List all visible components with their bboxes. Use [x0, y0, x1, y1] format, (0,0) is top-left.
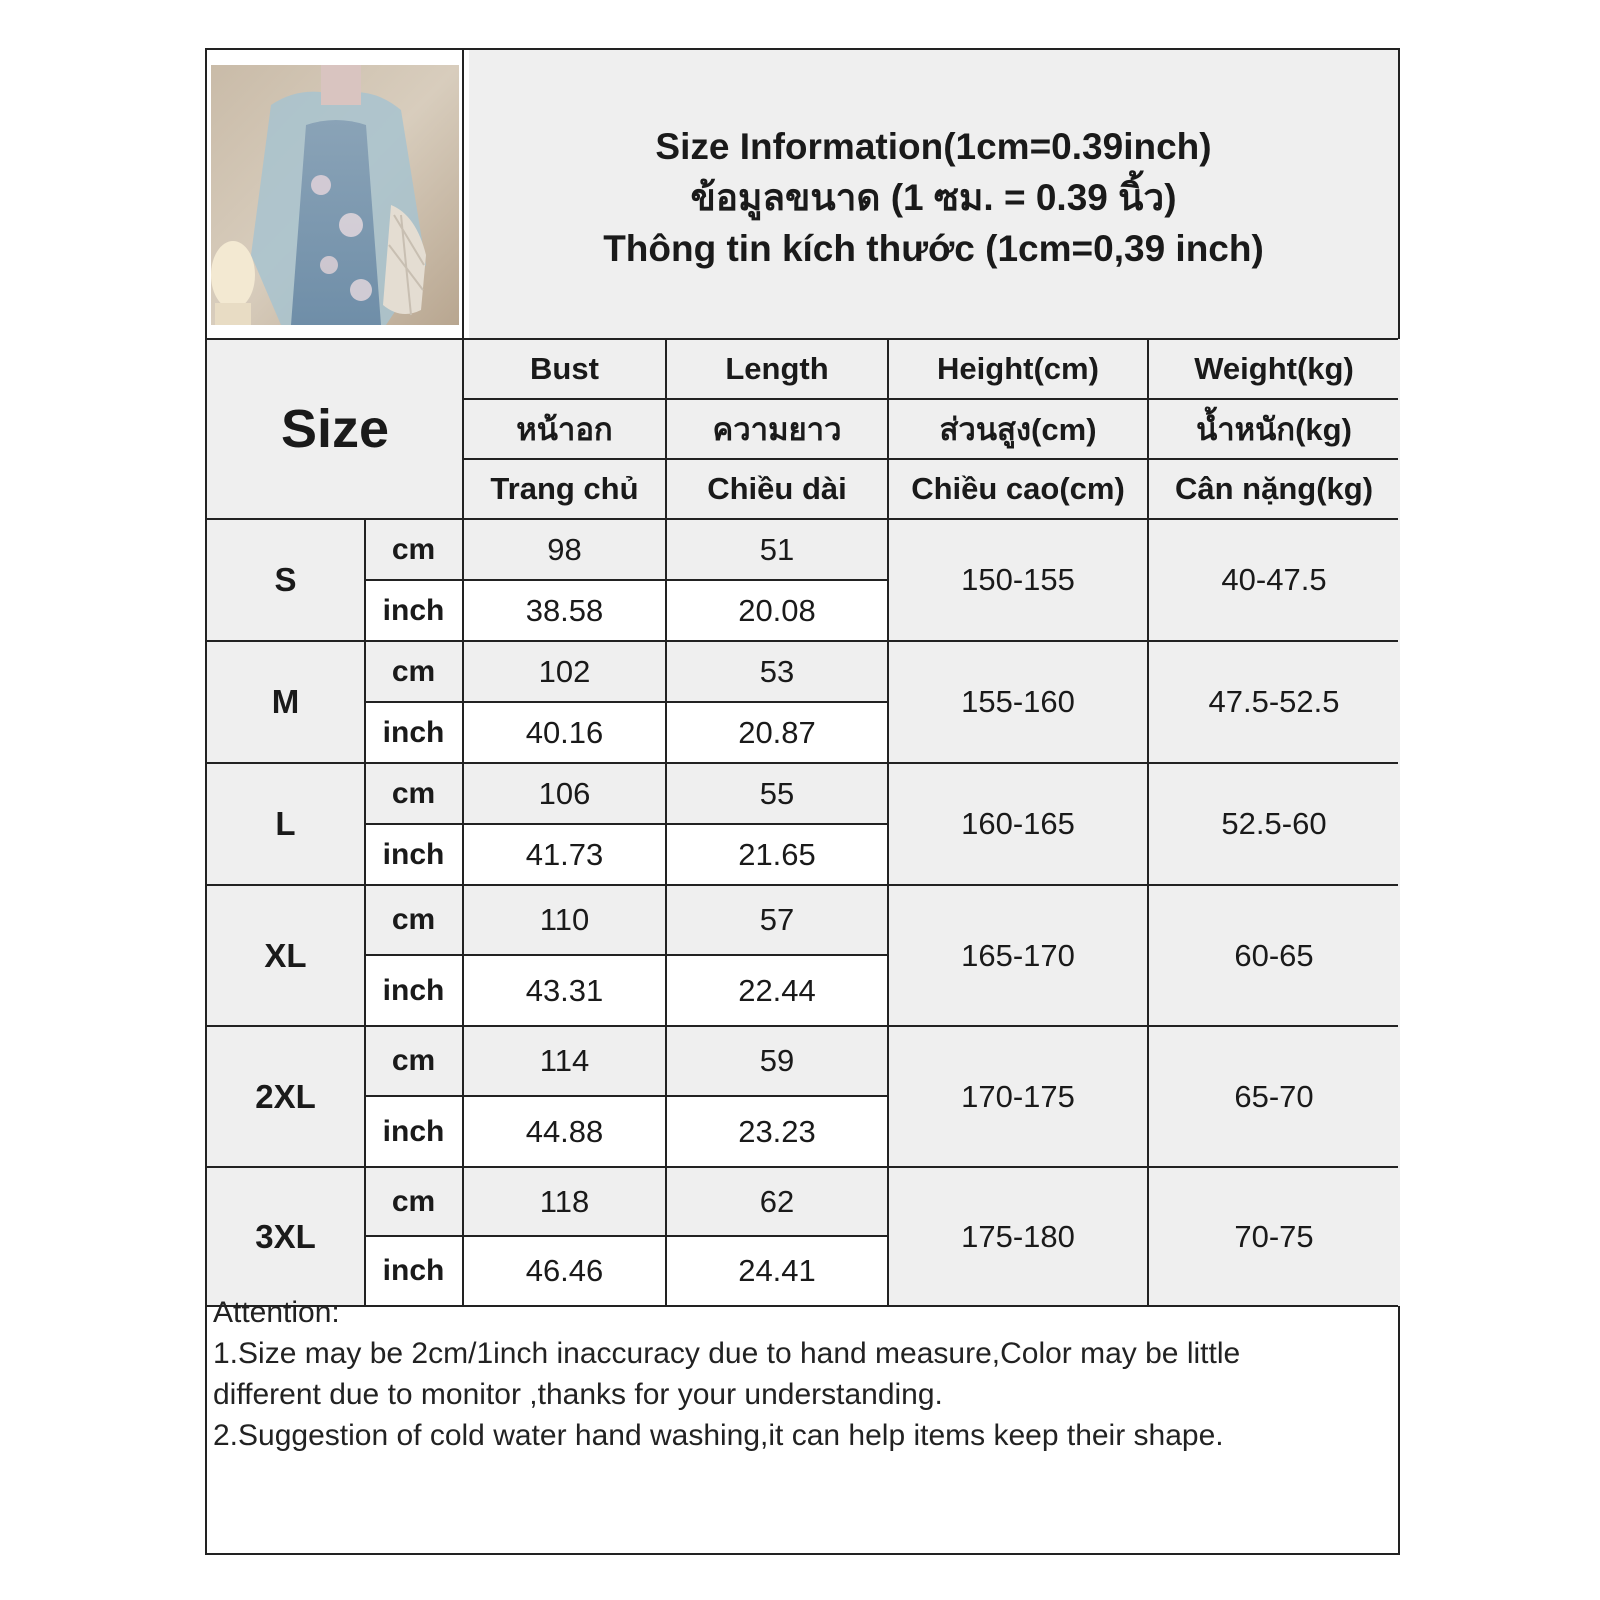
note-line: different due to monitor ,thanks for your understanding. [213, 1378, 943, 1411]
length-cm: 59 [666, 1026, 888, 1096]
size-cell: XL [207, 885, 364, 1026]
header-length-vi: Chiều dài [666, 459, 888, 519]
header-length-th: ความยาว [666, 399, 888, 459]
bust-cm: 102 [463, 641, 666, 702]
grid-line [462, 50, 464, 1306]
header-height-en: Height(cm) [888, 339, 1148, 399]
chart-title [469, 50, 1398, 345]
height-range: 170-175 [888, 1026, 1148, 1167]
bust-inch: 41.73 [463, 824, 666, 885]
title-thai: ข้อมูลขนาด (1 ซม. = 0.39 นิ้ว) [690, 177, 1177, 218]
size-cell: M [207, 641, 364, 763]
length-inch: 22.44 [666, 955, 888, 1026]
header-height-th: ส่วนสูง(cm) [888, 399, 1148, 459]
grid-line [207, 640, 1398, 642]
grid-line [364, 579, 888, 581]
bust-cm: 98 [463, 519, 666, 580]
length-cm: 55 [666, 763, 888, 824]
note-line: 2.Suggestion of cold water hand washing,it can help items keep their shape. [213, 1419, 1224, 1452]
grid-line [364, 701, 888, 703]
weight-range: 60-65 [1148, 885, 1400, 1026]
height-range: 155-160 [888, 641, 1148, 763]
grid-line [364, 823, 888, 825]
weight-range: 70-75 [1148, 1167, 1400, 1306]
unit-cm: cm [364, 1167, 463, 1236]
grid-line [207, 1166, 1398, 1168]
size-cell: 3XL [207, 1167, 364, 1306]
size-header [207, 339, 463, 519]
unit-inch: inch [364, 955, 463, 1026]
size-label: Size [280, 399, 390, 459]
grid-line [364, 519, 366, 1306]
unit-cm: cm [364, 641, 463, 702]
size-cell: S [207, 519, 364, 641]
unit-inch: inch [364, 702, 463, 763]
header-height-vi: Chiều cao(cm) [888, 459, 1148, 519]
bust-inch: 40.16 [463, 702, 666, 763]
grid-line [364, 1095, 888, 1097]
bust-cm: 110 [463, 885, 666, 955]
length-cm: 62 [666, 1167, 888, 1236]
grid-line [207, 518, 1398, 520]
height-range: 175-180 [888, 1167, 1148, 1306]
weight-range: 47.5-52.5 [1148, 641, 1400, 763]
title-vietnamese: Thông tin kích thước (1cm=0,39 inch) [603, 228, 1264, 269]
bust-inch: 38.58 [463, 580, 666, 641]
unit-inch: inch [364, 580, 463, 641]
unit-inch: inch [364, 1236, 463, 1306]
unit-cm: cm [364, 763, 463, 824]
bust-inch: 44.88 [463, 1096, 666, 1167]
weight-range: 52.5-60 [1148, 763, 1400, 885]
unit-cm: cm [364, 519, 463, 580]
bust-cm: 118 [463, 1167, 666, 1236]
grid-line [463, 458, 1398, 460]
bust-cm: 114 [463, 1026, 666, 1096]
length-inch: 23.23 [666, 1096, 888, 1167]
attention-notes [213, 1292, 1383, 1456]
grid-line [463, 398, 1398, 400]
title-english: Size Information(1cm=0.39inch) [655, 126, 1212, 167]
unit-inch: inch [364, 824, 463, 885]
grid-line [364, 954, 888, 956]
notes-heading: Attention: [213, 1296, 340, 1329]
grid-line [364, 1235, 888, 1237]
grid-line [207, 762, 1398, 764]
size-cell: 2XL [207, 1026, 364, 1167]
unit-inch: inch [364, 1096, 463, 1167]
header-weight-th: น้ำหนัก(kg) [1148, 399, 1400, 459]
length-inch: 20.87 [666, 702, 888, 763]
weight-range: 40-47.5 [1148, 519, 1400, 641]
grid-line [1147, 339, 1149, 1306]
header-length-en: Length [666, 339, 888, 399]
grid-line [207, 338, 1398, 340]
length-cm: 57 [666, 885, 888, 955]
length-inch: 24.41 [666, 1236, 888, 1306]
size-cell: L [207, 763, 364, 885]
height-range: 165-170 [888, 885, 1148, 1026]
weight-range: 65-70 [1148, 1026, 1400, 1167]
note-line: 1.Size may be 2cm/1inch inaccuracy due to hand measure,Color may be little [213, 1337, 1241, 1370]
product-photo [211, 65, 459, 325]
header-bust-vi: Trang chủ [463, 459, 666, 519]
size-chart [205, 48, 1400, 1555]
height-range: 150-155 [888, 519, 1148, 641]
length-cm: 51 [666, 519, 888, 580]
header-weight-vi: Cân nặng(kg) [1148, 459, 1400, 519]
header-weight-en: Weight(kg) [1148, 339, 1400, 399]
length-cm: 53 [666, 641, 888, 702]
product-photo-image [211, 65, 459, 325]
grid-line [207, 1025, 1398, 1027]
header-bust-en: Bust [463, 339, 666, 399]
header-bust-th: หน้าอก [463, 399, 666, 459]
bust-inch: 46.46 [463, 1236, 666, 1306]
unit-cm: cm [364, 885, 463, 955]
bust-inch: 43.31 [463, 955, 666, 1026]
bust-cm: 106 [463, 763, 666, 824]
length-inch: 20.08 [666, 580, 888, 641]
grid-line [207, 884, 1398, 886]
unit-cm: cm [364, 1026, 463, 1096]
length-inch: 21.65 [666, 824, 888, 885]
height-range: 160-165 [888, 763, 1148, 885]
